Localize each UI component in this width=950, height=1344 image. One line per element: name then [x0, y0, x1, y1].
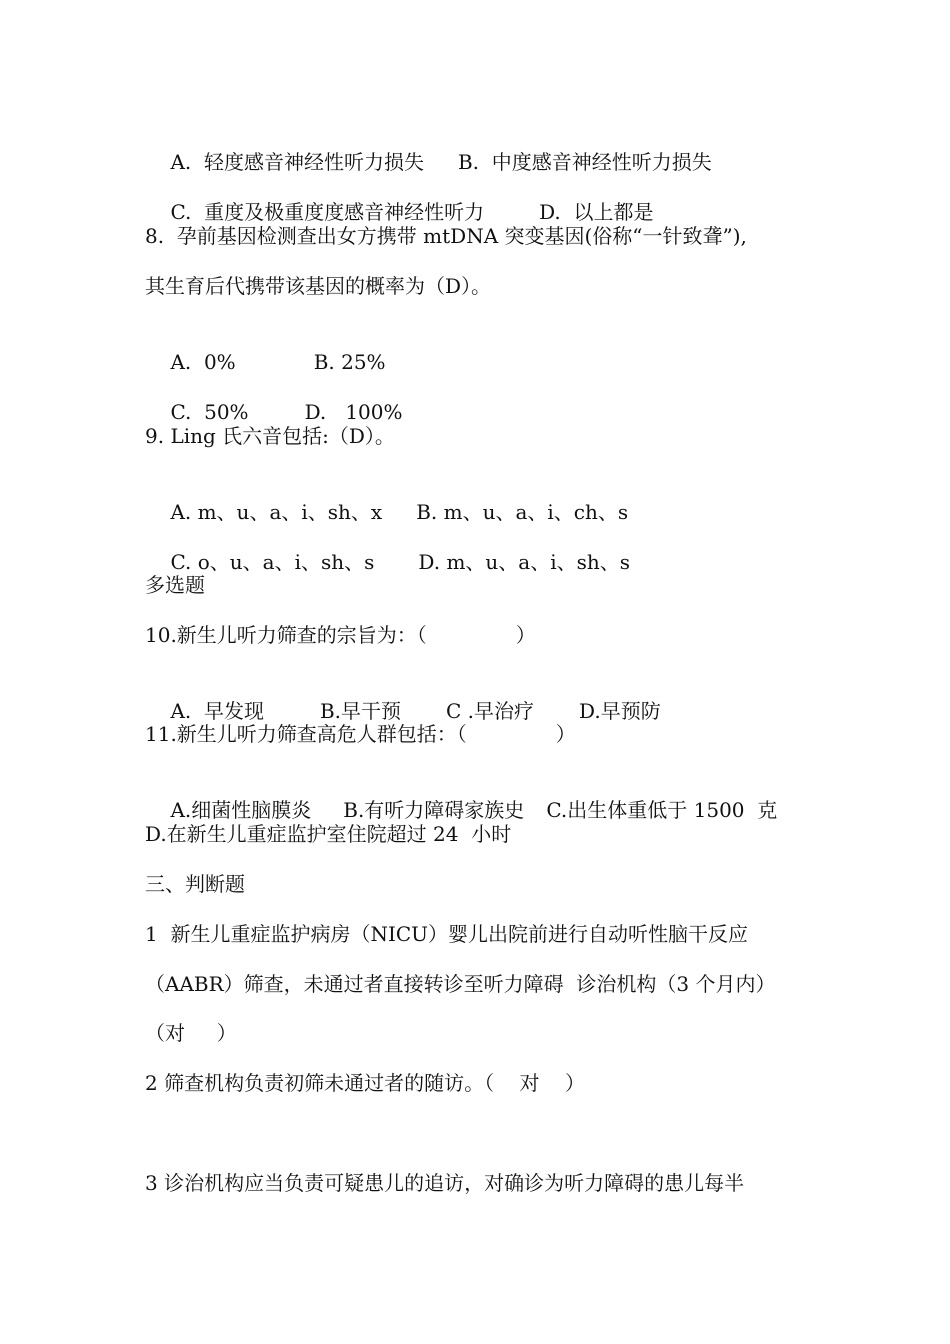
- tf-2-line-1: 2 筛查机构负责初筛未通过者的随访。（ 对 ）: [145, 1071, 585, 1095]
- q11-stem: 11.新生儿听力筛查高危人群包括：（ ）: [145, 722, 576, 746]
- q9-options-row-2: [145, 523, 630, 601]
- q11-option-d: D.在新生儿重症监护室住院超过 24 小时: [145, 822, 512, 846]
- q7-option-c: C. 重度及极重度度感音神经性听力: [170, 200, 485, 224]
- tf-1-line-1: 1 新生儿重症监护病房（NICU）婴儿出院前进行自动听性脑干反应: [145, 922, 748, 946]
- q10-option-c: C .早治疗: [446, 699, 535, 723]
- q8-stem-line-1: 8. 孕前基因检测查出女方携带 mtDNA 突变基因(俗称“一针致聋”),: [145, 224, 747, 248]
- tf-1-line-2: （AABR）筛查，未通过者直接转诊至听力障碍 诊治机构（3 个月内）: [145, 972, 776, 996]
- q10-option-a: A. 早发现: [170, 699, 264, 723]
- q9-option-b: B. m、u、a、i、ch、s: [416, 500, 629, 524]
- q11-option-b: B.有听力障碍家族史: [343, 798, 525, 822]
- q8-option-c: C. 50%: [170, 400, 249, 424]
- q7-option-b: B. 中度感音神经性听力损失: [457, 150, 712, 174]
- q10-stem: 10.新生儿听力筛查的宗旨为：（ ）: [145, 623, 536, 647]
- q10-option-d: D.早预防: [579, 699, 661, 723]
- q8-option-d: D. 100%: [304, 400, 403, 424]
- section-multi-choice: 多选题: [145, 573, 205, 597]
- q9-stem: 9. Ling 氏六音包括:（D）。: [145, 424, 395, 448]
- q8-stem-line-2: 其生育后代携带该基因的概率为（D）。: [145, 274, 492, 298]
- q11-option-c: C.出生体重低于 1500 克: [546, 798, 778, 822]
- q11-option-a: A.细菌性脑膜炎: [170, 798, 312, 822]
- q7-option-d: D. 以上都是: [539, 200, 654, 224]
- q8-option-b: B. 25%: [313, 350, 386, 374]
- q7-option-a: A. 轻度感音神经性听力损失: [170, 150, 424, 174]
- tf-1-line-3: （对 ）: [145, 1021, 237, 1045]
- q9-option-a: A. m、u、a、i、sh、x: [170, 500, 383, 524]
- q8-option-a: A. 0%: [170, 350, 236, 374]
- q10-option-b: B.早干预: [319, 699, 402, 723]
- section-true-false: 三、判断题: [145, 872, 245, 896]
- q9-option-d: D. m、u、a、i、sh、s: [418, 550, 631, 574]
- q9-option-c: C. o、u、a、i、sh、s: [170, 550, 375, 574]
- tf-3-line-1: 3 诊治机构应当负责可疑患儿的追访，对确诊为听力障碍的患儿每半: [145, 1171, 745, 1195]
